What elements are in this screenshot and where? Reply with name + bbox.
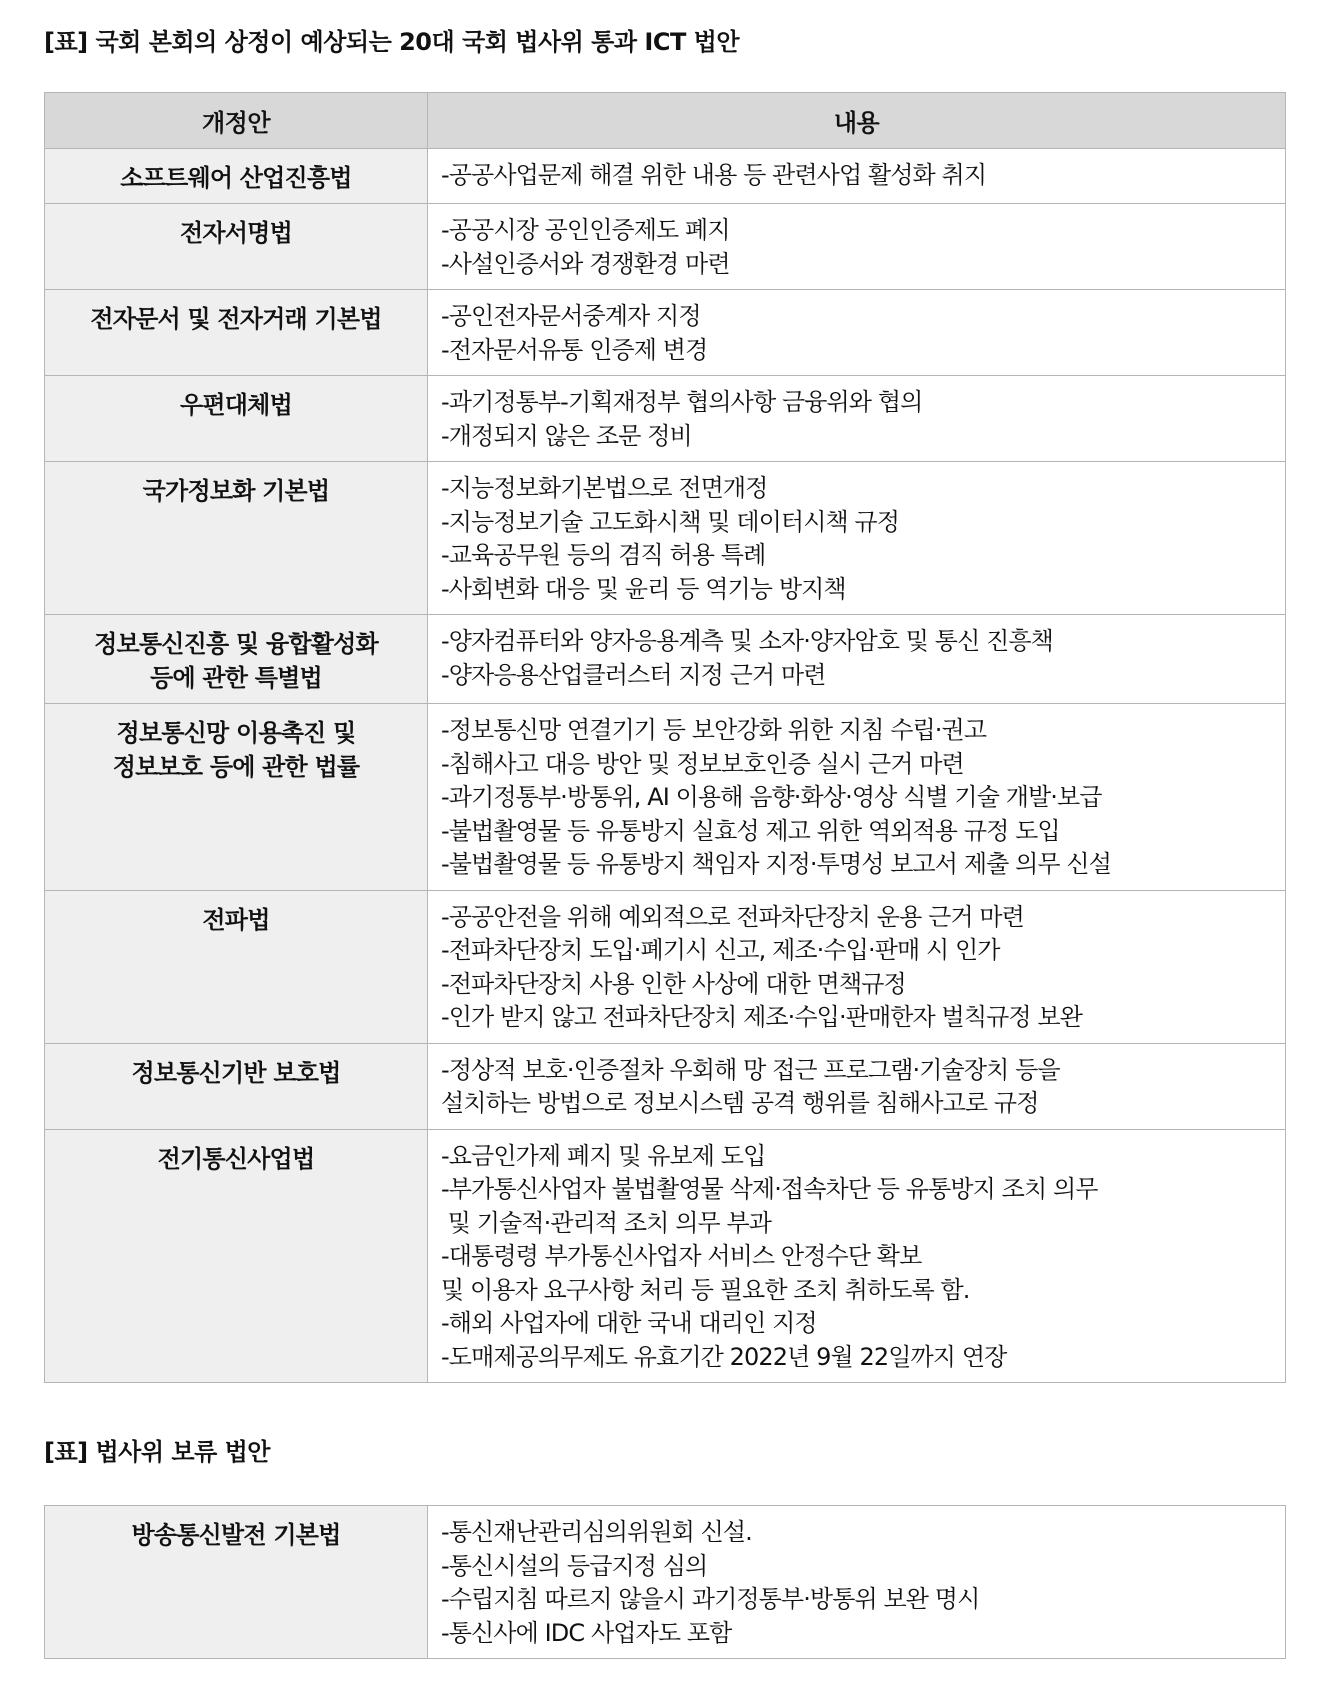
- description-line: -공인전자문서중계자 지정: [441, 302, 701, 330]
- table-row: [45, 890, 1286, 1043]
- law-description: [428, 704, 1286, 891]
- description-line: -불법촬영물 등 유통방지 책임자 지정·투명성 보고서 제출 의무 신설: [441, 850, 1111, 878]
- law-name: 우편대체법: [45, 376, 428, 462]
- table-row: [45, 704, 1286, 891]
- table-row: [45, 1043, 1286, 1129]
- law-name: 전파법: [45, 890, 428, 1043]
- law-description: [428, 890, 1286, 1043]
- description-line: -부가통신사업자 불법촬영물 삭제·접속차단 등 유통방지 조치 의무: [441, 1175, 1098, 1203]
- description-line: -전파차단장치 도입·폐기시 신고, 제조·수입·판매 시 인가: [441, 936, 1000, 964]
- description-line: -양자응용산업클러스터 지정 근거 마련: [441, 660, 826, 689]
- law-description: [428, 149, 1286, 204]
- table-row: [45, 149, 1286, 204]
- description-line: -정보통신망 연결기기 등 보안강화 위한 지침 수립·권고: [441, 716, 987, 744]
- description-line: -교육공무원 등의 겸직 허용 특례: [441, 541, 766, 569]
- law-name: 소프트웨어 산업진흥법: [45, 149, 428, 204]
- table-row: [45, 1129, 1286, 1383]
- table-header-row: [45, 93, 1286, 149]
- description-line: -해외 사업자에 대한 국내 대리인 지정: [441, 1309, 817, 1337]
- law-name: 전자문서 및 전자거래 기본법: [45, 290, 428, 376]
- table2-caption: [표] 법사위 보류 법안: [44, 1438, 270, 1466]
- description-line: 설치하는 방법으로 정보시스템 공격 행위를 침해사고로 규정: [441, 1089, 1039, 1117]
- law-name: 정보통신진흥 및 융합활성화 등에 관한 특별법: [45, 615, 428, 704]
- law-description: [428, 290, 1286, 376]
- description-line: -수립지침 따르지 않을시 과기정통부·방통위 보완 명시: [441, 1585, 980, 1613]
- description-line: -대통령령 부가통신사업자 서비스 안정수단 확보: [441, 1242, 922, 1270]
- table-row: [45, 1506, 1286, 1659]
- law-name: 정보통신기반 보호법: [45, 1043, 428, 1129]
- description-line: -인가 받지 않고 전파차단장치 제조·수입·판매한자 벌칙규정 보완: [441, 1003, 1082, 1031]
- pending-bills-table: [44, 1505, 1286, 1659]
- description-line: -불법촬영물 등 유통방지 실효성 제고 위한 역외적용 규정 도입: [441, 816, 1060, 845]
- description-line: -공공안전을 위해 예외적으로 전파차단장치 운용 근거 마련: [441, 902, 1024, 931]
- description-line: -개정되지 않은 조문 정비: [441, 421, 692, 450]
- description-line: -양자컴퓨터와 양자응용계측 및 소자·양자암호 및 통신 진흥책: [441, 627, 1053, 655]
- law-name: 방송통신발전 기본법: [45, 1506, 428, 1659]
- law-description: [428, 1043, 1286, 1129]
- description-line: -요금인가제 폐지 및 유보제 도입: [441, 1141, 766, 1170]
- table1-caption: [표] 국회 본회의 상정이 예상되는 20대 국회 법사위 통과 ICT 법안: [44, 28, 740, 56]
- law-name: 국가정보화 기본법: [45, 462, 428, 615]
- description-line: -통신사에 IDC 사업자도 포함: [441, 1618, 732, 1647]
- description-line: -공공시장 공인인증제도 폐지: [441, 216, 730, 244]
- description-line: -도매제공의무제도 유효기간 2022년 9월 22일까지 연장: [441, 1342, 1007, 1371]
- description-line: -사설인증서와 경쟁환경 마련: [441, 249, 730, 278]
- law-description: [428, 615, 1286, 704]
- law-name: 전기통신사업법: [45, 1129, 428, 1383]
- description-line: -과기정통부-기획재정부 협의사항 금융위와 협의: [441, 388, 923, 416]
- description-line: -과기정통부·방통위, AI 이용해 음향·화상·영상 식별 기술 개발·보급: [441, 783, 1102, 811]
- description-line: -사회변화 대응 및 윤리 등 역기능 방지책: [441, 574, 846, 603]
- table-row: [45, 204, 1286, 290]
- description-line: 및 이용자 요구사항 처리 등 필요한 조치 취하도록 함.: [441, 1275, 970, 1304]
- description-line: -침해사고 대응 방안 및 정보보호인증 실시 근거 마련: [441, 749, 964, 778]
- table-row: [45, 462, 1286, 615]
- description-line: 및 기술적·관리적 조치 의무 부과: [441, 1208, 772, 1237]
- law-description: [428, 462, 1286, 615]
- law-description: [428, 1506, 1286, 1659]
- law-description: [428, 376, 1286, 462]
- law-name: 정보통신망 이용촉진 및 정보보호 등에 관한 법률: [45, 704, 428, 891]
- description-line: -통신재난관리심의위원회 신설.: [441, 1518, 752, 1546]
- description-line: -통신시설의 등급지정 심의: [441, 1551, 708, 1580]
- description-line: -전자문서유통 인증제 변경: [441, 335, 708, 364]
- description-line: -전파차단장치 사용 인한 사상에 대한 면책규정: [441, 969, 906, 998]
- header-amendment: 개정안: [45, 93, 428, 149]
- ict-bills-body: [45, 149, 1286, 1383]
- description-line: -지능정보화기본법으로 전면개정: [441, 474, 768, 502]
- description-line: -공공사업문제 해결 위한 내용 등 관련사업 활성화 취지: [441, 161, 987, 189]
- pending-bills-body: [45, 1506, 1286, 1659]
- table-row: [45, 290, 1286, 376]
- table-row: [45, 376, 1286, 462]
- header-content: 내용: [428, 93, 1286, 149]
- description-line: -지능정보기술 고도화시책 및 데이터시책 규정: [441, 507, 900, 536]
- law-description: [428, 1129, 1286, 1383]
- law-description: [428, 204, 1286, 290]
- ict-bills-table: [44, 92, 1286, 1383]
- table-row: [45, 615, 1286, 704]
- law-name: 전자서명법: [45, 204, 428, 290]
- description-line: -정상적 보호·인증절차 우회해 망 접근 프로그램·기술장치 등을: [441, 1055, 1060, 1084]
